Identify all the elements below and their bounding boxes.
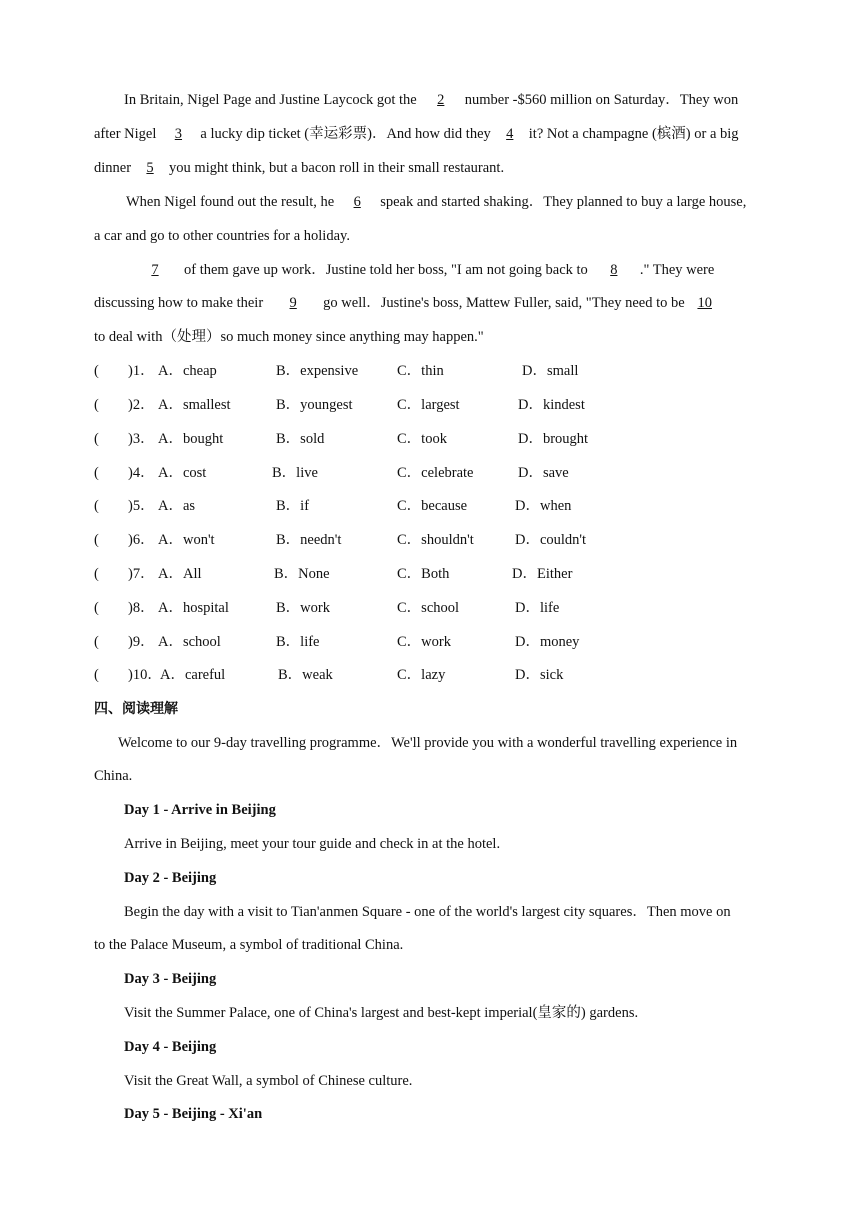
option-b[interactable]: B．needn't [276, 532, 342, 548]
day1-text: Arrive in Beijing, meet your tour guide and check in at the hotel. [124, 836, 501, 852]
text: of them gave up work．Justine told her boss, "I am not going back to [184, 262, 588, 278]
question-row [94, 564, 774, 584]
option-b[interactable]: B．youngest [276, 397, 353, 413]
cloze-p2-line1 [126, 192, 746, 212]
answer-paren[interactable]: ( [94, 600, 99, 616]
question-number: )8． [128, 600, 155, 616]
question-number: )1． [128, 363, 155, 379]
option-d[interactable]: D．life [515, 600, 560, 616]
blank-10: 10 [697, 295, 712, 311]
blank-2: 2 [437, 92, 445, 108]
option-b[interactable]: B．life [276, 634, 320, 650]
option-c[interactable]: C．took [397, 431, 447, 447]
question-row [94, 632, 774, 652]
day4-text: Visit the Great Wall, a symbol of Chinese culture. [124, 1073, 413, 1089]
text: number -$560 million on Saturday．They won [464, 92, 739, 108]
question-row [94, 598, 774, 618]
option-b[interactable]: B．sold [276, 431, 325, 447]
cloze-p3-line3 [94, 327, 484, 347]
option-b[interactable]: B．weak [278, 667, 333, 683]
text: it? Not a champagne (槟酒) or a big [528, 126, 739, 142]
option-d[interactable]: D．when [515, 498, 572, 514]
question-number: )2． [128, 397, 155, 413]
answer-paren[interactable]: ( [94, 465, 99, 481]
text: go well．Justine's boss, Mattew Fuller, said, "They need to be [323, 295, 685, 311]
cloze-p1-line3 [94, 158, 504, 178]
option-d[interactable]: D．brought [518, 431, 589, 447]
option-a[interactable]: A．smallest [158, 397, 231, 413]
question-row [94, 463, 774, 483]
day4-title: Day 4 - Beijing [124, 1039, 217, 1055]
day1-title: Day 1 - Arrive in Beijing [124, 802, 276, 818]
answer-paren[interactable]: ( [94, 532, 99, 548]
blank-6: 6 [353, 194, 361, 210]
option-d[interactable]: D．sick [515, 667, 564, 683]
cloze-p2-line2 [94, 226, 350, 246]
answer-paren[interactable]: ( [94, 397, 99, 413]
cloze-p3-line2 [94, 293, 725, 313]
cloze-p3-line1 [126, 260, 714, 280]
option-d[interactable]: D．save [518, 465, 569, 481]
question-row [94, 665, 774, 685]
option-d[interactable]: D．small [522, 363, 579, 379]
option-a[interactable]: A．bought [158, 431, 224, 447]
option-c[interactable]: C．celebrate [397, 465, 474, 481]
question-row [94, 395, 774, 415]
blank-3: 3 [174, 126, 183, 142]
option-b[interactable]: B．work [276, 600, 330, 616]
text: discussing how to make their [94, 295, 264, 311]
option-a[interactable]: A．school [158, 634, 221, 650]
question-number: )5． [128, 498, 155, 514]
day3-text: Visit the Summer Palace, one of China's largest and best-kept imperial(皇家的) gardens. [124, 1005, 639, 1021]
text: In Britain, Nigel Page and Justine Laycock got the [124, 92, 417, 108]
cloze-p1-line1 [124, 90, 738, 110]
option-d[interactable]: D．couldn't [515, 532, 587, 548]
option-b[interactable]: B．live [272, 465, 318, 481]
intro-line2: China. [94, 768, 133, 784]
option-c[interactable]: C．shouldn't [397, 532, 474, 548]
intro-line1: Welcome to our 9-day travelling programme．We'll provide you with a wonderful travelling experience in [118, 735, 738, 751]
option-a[interactable]: A．All [158, 566, 202, 582]
blank-5: 5 [146, 160, 154, 176]
answer-paren[interactable]: ( [94, 363, 99, 379]
text: after Nigel [94, 126, 157, 142]
answer-paren[interactable]: ( [94, 431, 99, 447]
cloze-p1-line2 [94, 124, 739, 144]
text: to deal with（处理）so much money since anything may happen." [94, 329, 484, 345]
option-c[interactable]: C．thin [397, 363, 444, 379]
option-c[interactable]: C．Both [397, 566, 450, 582]
blank-7: 7 [151, 262, 159, 278]
day2-title: Day 2 - Beijing [124, 870, 217, 886]
question-number: )7． [128, 566, 155, 582]
option-a[interactable]: A．won't [158, 532, 215, 548]
text: you might think, but a bacon roll in their small restaurant. [169, 160, 505, 176]
question-number: )9． [128, 634, 155, 650]
day3-title: Day 3 - Beijing [124, 971, 217, 987]
text: a car and go to other countries for a holiday. [94, 228, 350, 244]
question-row [94, 530, 774, 550]
answer-paren[interactable]: ( [94, 667, 99, 683]
blank-8: 8 [610, 262, 618, 278]
option-d[interactable]: D．Either [512, 566, 573, 582]
question-number: )4． [128, 465, 155, 481]
option-c[interactable]: C．lazy [397, 667, 446, 683]
blank-4: 4 [506, 126, 514, 142]
option-c[interactable]: C．school [397, 600, 460, 616]
option-b[interactable]: B．expensive [276, 363, 359, 379]
option-c[interactable]: C．because [397, 498, 468, 514]
option-a[interactable]: A．cheap [158, 363, 217, 379]
question-number: )10． [128, 667, 162, 683]
option-a[interactable]: A．hospital [158, 600, 229, 616]
text: ." They were [639, 262, 715, 278]
option-d[interactable]: D．kindest [518, 397, 585, 413]
question-number: )3． [128, 431, 155, 447]
day2-text-line1: Begin the day with a visit to Tian'anmen Square - one of the world's largest city squares．Then move on [124, 904, 731, 920]
text: a lucky dip ticket (幸运彩票)．And how did they [200, 126, 491, 142]
question-row [94, 429, 774, 449]
option-b[interactable]: B．if [276, 498, 310, 514]
answer-paren[interactable]: ( [94, 566, 99, 582]
option-a[interactable]: A．careful [160, 667, 226, 683]
answer-paren[interactable]: ( [94, 498, 99, 514]
option-c[interactable]: C．work [397, 634, 451, 650]
blank-9: 9 [289, 295, 297, 311]
option-c[interactable]: C．largest [397, 397, 460, 413]
answer-paren[interactable]: ( [94, 634, 99, 650]
question-row [94, 496, 774, 516]
option-a[interactable]: A．as [158, 498, 196, 514]
option-d[interactable]: D．money [515, 634, 580, 650]
section-heading: 四、阅读理解 [94, 701, 178, 717]
text: When Nigel found out the result, he [126, 194, 335, 210]
question-row [94, 361, 774, 381]
option-b[interactable]: B．None [274, 566, 330, 582]
day5-title: Day 5 - Beijing - Xi'an [124, 1106, 263, 1122]
question-number: )6． [128, 532, 155, 548]
day2-text-line2: to the Palace Museum, a symbol of traditional China. [94, 937, 404, 953]
text: speak and started shaking．They planned to buy a large house, [380, 194, 747, 210]
text: dinner [94, 160, 132, 176]
option-a[interactable]: A．cost [158, 465, 207, 481]
